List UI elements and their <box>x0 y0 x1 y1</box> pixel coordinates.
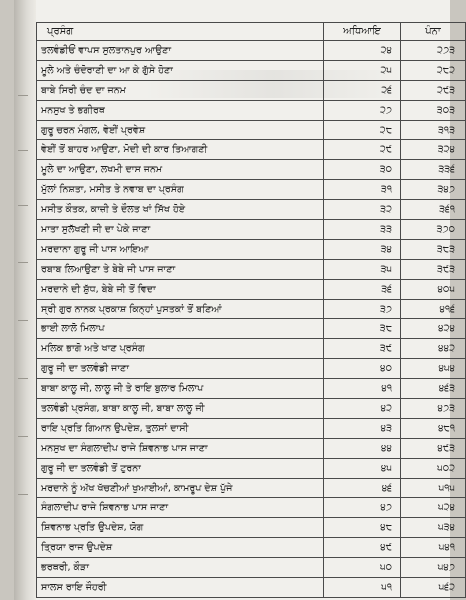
row-title: ਵੇਈਂ ਤੋਂ ਬਾਹਰ ਆਉਣਾ, ਮੋਦੀ ਦੀ ਕਾਰ ਤਿਆਗਣੀ <box>37 140 324 160</box>
row-page: ੨੭੩ <box>401 41 466 61</box>
row-chapter: ੩੨ <box>324 200 401 220</box>
row-page: ੫੨੪ <box>401 498 466 518</box>
row-title: ਰਬਾਬ ਲਿਆਉਣਾ ਤੇ ਬੇਬੇ ਜੀ ਪਾਸ ਜਾਣਾ <box>37 259 324 279</box>
header-topic: ਪ੍ਰਸੰਗ <box>37 23 324 41</box>
row-page: ੪੦੫ <box>401 279 466 299</box>
row-chapter: ੨੯ <box>324 140 401 160</box>
row-title: ਮਰਦਾਨਾ ਗੁਰੂ ਜੀ ਪਾਸ ਆਇਆ <box>37 239 324 259</box>
row-title: ਮਸੀਤ ਕੌਤਕ, ਕਾਜ਼ੀ ਤੇ ਦੌਲਤ ਖਾਂ ਸਿੱਖ ਹੋਏ <box>37 200 324 220</box>
row-title: ਮਨਸੁਖ ਦਾ ਸੰਗਲਾਦੀਪ ਰਾਜੇ ਸ਼ਿਵਨਾਭ ਪਾਸ ਜਾਣਾ <box>37 438 324 458</box>
row-chapter: ੪੬ <box>324 478 401 498</box>
page-gutter <box>14 0 36 600</box>
row-page: ੪੭੩ <box>401 399 466 419</box>
row-chapter: ੩੯ <box>324 339 401 359</box>
row-page: ੪੧੬ <box>401 299 466 319</box>
table-row <box>37 399 466 419</box>
row-page: ੪੬੩ <box>401 379 466 399</box>
toc-header <box>37 23 466 41</box>
row-chapter: ੨੫ <box>324 60 401 80</box>
table-row <box>37 200 466 220</box>
row-chapter: ੨੪ <box>324 41 401 61</box>
row-page: ੩੭੦ <box>401 220 466 240</box>
table-row <box>37 478 466 498</box>
row-chapter: ੩੫ <box>324 259 401 279</box>
row-title: ਭਾਈ ਲਾਲੋ ਮਿਲਾਪ <box>37 319 324 339</box>
header-chapter: ਅਧਿਆਇ <box>324 23 401 41</box>
row-chapter: ੪੮ <box>324 518 401 538</box>
row-title: ਤ੍ਰਿਯਾ ਰਾਜ ਉਪਦੇਸ਼ <box>37 538 324 558</box>
row-title: ਮਲਿਕ ਭਾਗੋ ਅਤੇ ਖਾਣ ਪ੍ਰਸੰਗ <box>37 339 324 359</box>
gutter-mark <box>18 150 28 157</box>
table-row <box>37 120 466 140</box>
row-page: ੫੧੫ <box>401 478 466 498</box>
table-row <box>37 160 466 180</box>
row-page: ੫੪੭ <box>401 558 466 578</box>
row-page: ੪੯੩ <box>401 438 466 458</box>
row-title: ਗੁਰੂ ਜੀ ਦਾ ਤਲਵੰਡੀ ਤੋਂ ਟੁਰਨਾ <box>37 458 324 478</box>
table-row <box>37 538 466 558</box>
row-chapter: ੪੭ <box>324 498 401 518</box>
row-page: ੨੯੩ <box>401 80 466 100</box>
row-chapter: ੪੩ <box>324 418 401 438</box>
row-title: ਸ਼ਿਵਨਾਭ ਪ੍ਰਤਿ ਉਪਦੇਸ਼, ਯੋਗ <box>37 518 324 538</box>
gutter-mark <box>18 320 28 327</box>
row-title: ਮਨਸੁਖ ਤੇ ਭਗੀਰਥ <box>37 100 324 120</box>
row-title: ਰਾਇ ਪ੍ਰਤਿ ਗਿਆਨ ਉਪਦੇਸ਼, ਤੁਲਸਾਂ ਦਾਸੀ <box>37 418 324 438</box>
row-chapter: ੩੩ <box>324 220 401 240</box>
row-chapter: ੩੪ <box>324 239 401 259</box>
row-page: ੩੨੪ <box>401 140 466 160</box>
row-chapter: ੩੧ <box>324 180 401 200</box>
table-row <box>37 299 466 319</box>
row-chapter: ੫੦ <box>324 558 401 578</box>
row-title: ਮੂਲੇ ਅਤੇ ਚੰਦੋਰਾਣੀ ਦਾ ਆ ਕੇ ਗੁੱਸੇ ਹੋਣਾ <box>37 60 324 80</box>
row-chapter: ੩੬ <box>324 279 401 299</box>
row-title: ਸਾਲਸ ਰਾਇ ਜੌਹਰੀ <box>37 578 324 598</box>
row-chapter: ੪੦ <box>324 359 401 379</box>
row-title: ਸੰਗਲਾਦੀਪ ਰਾਜੇ ਸ਼ਿਵਨਾਭ ਪਾਸ ਜਾਣਾ <box>37 498 324 518</box>
table-row <box>37 518 466 538</box>
row-chapter: ੨੬ <box>324 80 401 100</box>
row-title: ਮਰਦਾਨੇ ਨੂੰ ਅੱਖ ਖੱਚਣੀਆਂ ਖੁਆਈਆਂ, ਕਾਮਰੂਪ ਦੇਸ਼ ਪੁੱਜੇ <box>37 478 324 498</box>
row-page: ੪੮੧ <box>401 418 466 438</box>
row-page: ੩੩੬ <box>401 160 466 180</box>
row-title: ਬਾਬੇ ਸਿਰੀ ਚੰਦ ਦਾ ਜਨਮ <box>37 80 324 100</box>
table-row <box>37 80 466 100</box>
gutter-mark <box>18 95 28 102</box>
row-chapter: ੪੧ <box>324 379 401 399</box>
table-row <box>37 319 466 339</box>
book-page <box>14 0 455 600</box>
table-row <box>37 339 466 359</box>
row-page: ੫੪੧ <box>401 538 466 558</box>
row-page: ੩੦੩ <box>401 100 466 120</box>
row-chapter: ੩੦ <box>324 160 401 180</box>
table-row <box>37 41 466 61</box>
row-page: ੪੪੨ <box>401 339 466 359</box>
table-row <box>37 180 466 200</box>
row-title: ਗੁਰੂ ਚਰਨ ਮੰਗਲ, ਵੇਈਂ ਪ੍ਰਵੇਸ਼ <box>37 120 324 140</box>
gutter-mark <box>18 205 28 212</box>
table-row <box>37 279 466 299</box>
row-title: ਤਲਵੰਡੀਓਂ ਵਾਪਸ ਸੁਲਤਾਨਪੁਰ ਆਉਣਾ <box>37 41 324 61</box>
row-page: ੪੨੪ <box>401 319 466 339</box>
table-row <box>37 418 466 438</box>
table-row <box>37 60 466 80</box>
row-title: ਤਲਵੰਡੀ ਪ੍ਰਸੰਗ, ਬਾਬਾ ਕਾਲੂ ਜੀ, ਬਾਬਾ ਲਾਲੂ ਜੀ <box>37 399 324 419</box>
table-row <box>37 359 466 379</box>
row-title: ਸ੍ਰੀ ਗੁਰ ਨਾਨਕ ਪ੍ਰਕਾਸ਼ ਕਿਨ੍ਹਾਂ ਪੁਸਤਕਾਂ ਤੋਂ ਬਣਿਆਂ <box>37 299 324 319</box>
row-page: ੫੦੨ <box>401 458 466 478</box>
row-chapter: ੪੯ <box>324 538 401 558</box>
row-chapter: ੪੨ <box>324 399 401 419</box>
row-chapter: ੩੮ <box>324 319 401 339</box>
row-chapter: ੨੮ <box>324 120 401 140</box>
row-page: ੫੩੪ <box>401 518 466 538</box>
row-chapter: ੪੪ <box>324 438 401 458</box>
row-page: ੪੫੪ <box>401 359 466 379</box>
gutter-mark <box>18 494 28 501</box>
table-row <box>37 379 466 399</box>
row-title: ਮਰਦਾਨੇ ਦੀ ਸ਼ੁੱਧ, ਬੇਬੇ ਜੀ ਤੋਂ ਵਿਦਾ <box>37 279 324 299</box>
table-row <box>37 458 466 478</box>
row-chapter: ੫੧ <box>324 578 401 598</box>
row-page: ੩੮੩ <box>401 239 466 259</box>
row-page: ੫੬੨ <box>401 578 466 598</box>
gutter-mark <box>18 262 28 269</box>
toc-body <box>37 41 466 598</box>
table-row <box>37 140 466 160</box>
toc-header-row <box>37 23 466 41</box>
table-row <box>37 498 466 518</box>
table-row <box>37 438 466 458</box>
table-row <box>37 239 466 259</box>
row-chapter: ੩੭ <box>324 299 401 319</box>
table-row <box>37 578 466 598</box>
row-page: ੩੯੩ <box>401 259 466 279</box>
row-title: ਭਰਥਰੀ, ਕੌੜਾ <box>37 558 324 578</box>
row-page: ੩੬੧ <box>401 200 466 220</box>
row-chapter: ੪੫ <box>324 458 401 478</box>
row-title: ਮੂਲੇ ਦਾ ਆਉਣਾ, ਲਖਮੀ ਦਾਸ ਜਨਮ <box>37 160 324 180</box>
table-row <box>37 220 466 240</box>
table-of-contents <box>36 22 466 598</box>
row-page: ੩੧੩ <box>401 120 466 140</box>
row-chapter: ੨੭ <box>324 100 401 120</box>
header-page: ਪੰਨਾ <box>401 23 466 41</box>
row-page: ੨੮੨ <box>401 60 466 80</box>
row-title: ਮਾਤਾ ਸੁਲੱਖਣੀ ਜੀ ਦਾ ਪੇਕੇ ਜਾਣਾ <box>37 220 324 240</box>
table-row <box>37 259 466 279</box>
row-title: ਮੁੱਲਾਂ ਨਿਸ਼ਤਾ, ਮਸੀਤ ਤੇ ਨਵਾਬ ਦਾ ਪ੍ਰਸੰਗ <box>37 180 324 200</box>
row-title: ਬਾਬਾ ਕਾਲੂ ਜੀ, ਲਾਲੂ ਜੀ ਤੇ ਰਾਇ ਬੁਲਾਰ ਮਿਲਾਪ <box>37 379 324 399</box>
gutter-mark <box>18 436 28 443</box>
row-title: ਗੁਰੂ ਜੀ ਦਾ ਤਲਵੰਡੀ ਜਾਣਾ <box>37 359 324 379</box>
gutter-mark <box>18 378 28 385</box>
table-row <box>37 558 466 578</box>
row-page: ੩੪੭ <box>401 180 466 200</box>
table-row <box>37 100 466 120</box>
